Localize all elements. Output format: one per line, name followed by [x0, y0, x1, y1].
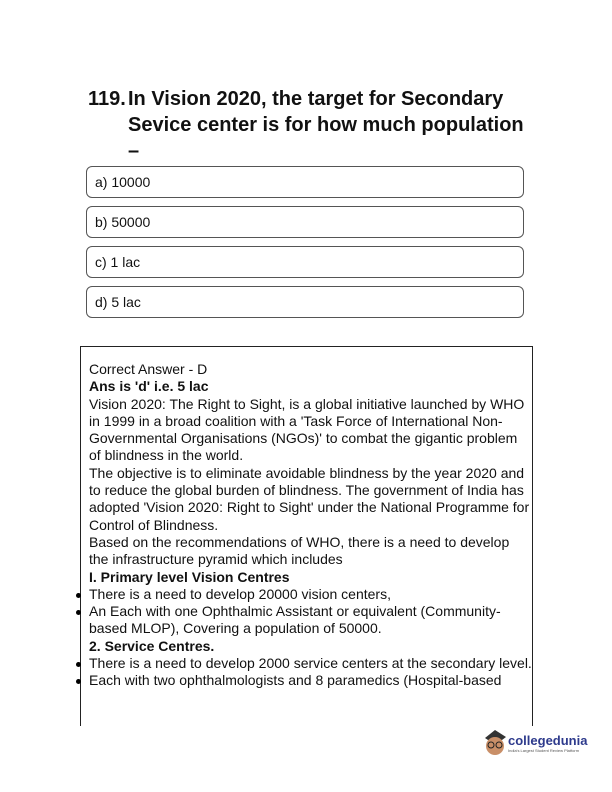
question	[88, 86, 528, 164]
correct-answer: Correct Answer - D	[89, 361, 208, 377]
section-heading: I. Primary level Vision Centres	[89, 568, 290, 585]
logo-tagline: India's Largest Student Review Platform	[508, 748, 580, 753]
list-item: There is a need to develop 2000 service centers at the secondary level.	[89, 655, 532, 672]
option-b[interactable]: b) 50000	[86, 206, 524, 238]
section-heading: 2. Service Centres.	[89, 637, 215, 654]
paragraph: The objective is to eliminate avoidable blindness by the year 2020 and to reduce the global burden of blindness. The government of India has adopted 'Vision 2020: Right to Sight' under the National Programme for Control of Blindness.	[89, 464, 530, 533]
question-text: In Vision 2020, the target for Secondary Sevice center is for how much population –	[128, 88, 524, 162]
logo-name: collegedunia	[508, 733, 588, 748]
option-d[interactable]: d) 5 lac	[86, 286, 524, 318]
paragraph: Vision 2020: The Right to Sight, is a global initiative launched by WHO in 1999 in a broad coalition with a 'Task Force of International Non-Governmental Organisations (NGOs)' to combat the gigantic problem of blindness in the world.	[89, 395, 525, 464]
option-c[interactable]: c) 1 lac	[86, 246, 524, 278]
option-a[interactable]: a) 10000	[86, 166, 524, 198]
answer-box	[80, 346, 533, 726]
question-number: 119.	[88, 88, 126, 110]
mascot-icon	[482, 728, 508, 758]
paragraph: Based on the recommendations of WHO, there is a need to develop the infrastructure pyramid which includes	[89, 533, 510, 568]
answer-heading: Ans is 'd' i.e. 5 lac	[89, 378, 209, 395]
list-item: Each with two ophthalmologists and 8 paramedics (Hospital-based	[89, 672, 532, 689]
collegedunia-logo	[482, 728, 587, 758]
list-item: There is a need to develop 20000 vision centers,	[89, 586, 532, 603]
list-item: An Each with one Ophthalmic Assistant or equivalent (Community-based MLOP), Covering a population of 50000.	[89, 603, 532, 638]
